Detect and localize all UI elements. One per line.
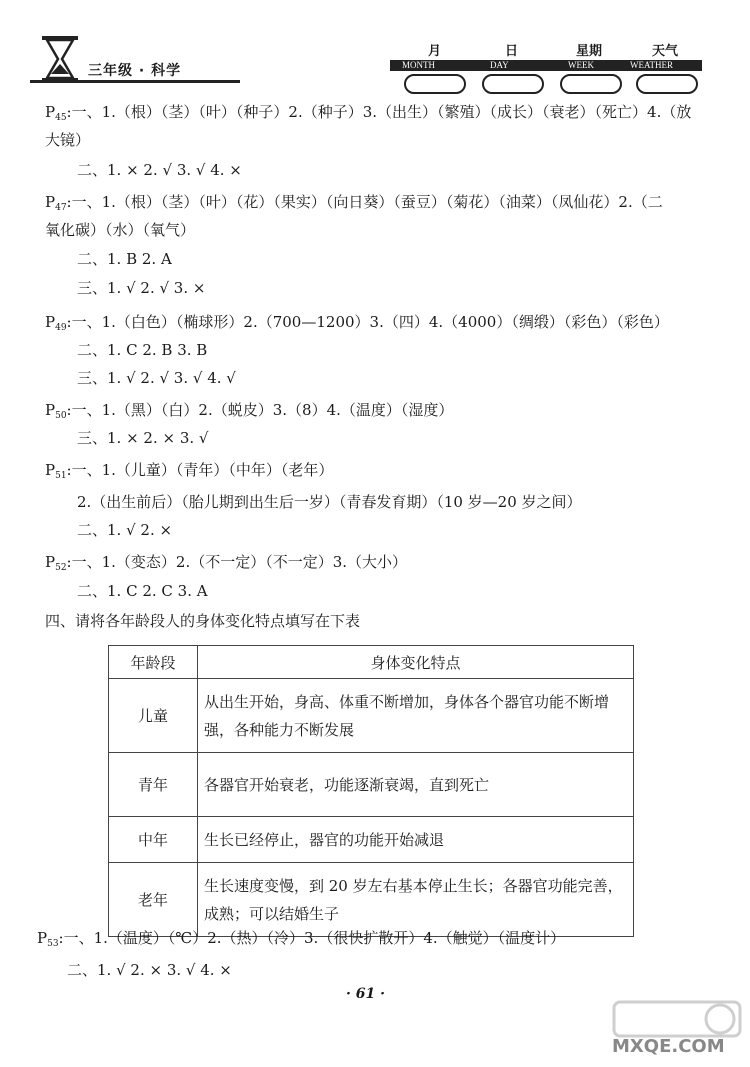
answer-line: 二、1. C 2. B 3. B: [77, 341, 208, 359]
answer-line: $P_{50}$:一、1.（黑）（白）2.（蜕皮）3.（8）4.（温度）（湿度）: [45, 401, 454, 421]
weather-en: WEATHER: [630, 60, 673, 70]
answer-line: 二、1. √ 2. ×: [77, 521, 173, 539]
date-english-bar: [390, 60, 702, 71]
answer-line: $P_{53}$:一、1.（温度）（℃）2.（热）（冷）3.（很快扩散开）4.（触觉）（温度计）: [37, 929, 566, 949]
desc-cell: 从出生开始，身高、体重不断增加，身体各个器官功能不断增强，各种能力不断发展: [198, 679, 634, 753]
age-cell: 青年: [109, 753, 198, 817]
watermark-text: MXQE.COM: [612, 1036, 725, 1057]
desc-cell: 生长速度变慢，到 20 岁左右基本停止生长；各器官功能完善，成熟；可以结婚生子: [198, 863, 634, 937]
answer-line: 二、1. C 2. C 3. A: [77, 582, 208, 600]
desc-cell: 各器官开始衰老，功能逐渐衰竭，直到死亡: [198, 753, 634, 817]
answer-line: $P_{47}$:一、1.（根）（茎）（叶）（花）（果实）（向日葵）（蚕豆）（菊花）（油菜）（凤仙花）2.（二: [45, 193, 663, 213]
table-row: [109, 753, 634, 817]
month-label: 月: [428, 44, 442, 59]
answer-line: 大镜）: [45, 131, 91, 149]
answer-line: $P_{49}$:一、1.（白色）（椭球形）2.（700—1200）3.（四）4.（4000）（绸缎）（彩色）（彩色）: [45, 313, 669, 333]
day-box: [482, 74, 544, 94]
table-header-row: [109, 646, 634, 679]
answer-line: 二、1. √ 2. × 3. √ 4. ×: [67, 961, 232, 979]
answer-line: 三、1. × 2. × 3. √: [77, 429, 209, 447]
desc-cell: 生长已经停止，器官的功能开始减退: [198, 817, 634, 863]
table-row: [109, 863, 634, 937]
table-instruction: 四、请将各年龄段人的身体变化特点填写在下表: [45, 612, 361, 630]
age-cell: 老年: [109, 863, 198, 937]
hourglass-icon: [38, 34, 82, 84]
answer-line: 氧化碳）（水）（氧气）: [45, 221, 196, 239]
answer-line: $P_{52}$:一、1.（变态）2.（不一定）（不一定）3.（大小）: [45, 553, 408, 573]
answer-line: 二、1. B 2. A: [77, 250, 172, 268]
answer-line: 三、1. √ 2. √ 3. √ 4. √: [77, 369, 236, 387]
page-number: · 61 ·: [346, 986, 385, 1002]
age-change-table: [108, 645, 634, 937]
answer-line: $P_{45}$:一、1.（根）（茎）（叶）（种子）2.（种子）3.（出生）（繁殖）（成长）（衰老）（死亡）4.（放: [45, 103, 692, 123]
week-label: 星期: [576, 44, 603, 59]
month-en: MONTH: [402, 60, 435, 70]
weather-box: [636, 74, 698, 94]
month-box: [404, 74, 466, 94]
answer-line: 三、1. √ 2. √ 3. ×: [77, 279, 206, 297]
week-box: [560, 74, 622, 94]
table-row: [109, 679, 634, 753]
age-cell: 中年: [109, 817, 198, 863]
col-header-age: 年龄段: [109, 646, 198, 679]
week-en: WEEK: [568, 60, 594, 70]
grade-subject-title: 三年级 · 科学: [88, 63, 182, 79]
day-label: 日: [505, 44, 519, 59]
age-cell: 儿童: [109, 679, 198, 753]
day-en: DAY: [490, 60, 509, 70]
header-underline: [30, 80, 240, 83]
answer-line: $P_{51}$:一、1.（儿童）（青年）（中年）（老年）: [45, 461, 334, 481]
col-header-desc: 身体变化特点: [198, 646, 634, 679]
answer-line: 2.（出生前后）（胎儿期到出生后一岁）（青春发育期）（10 岁—20 岁之间）: [77, 493, 582, 511]
table-row: [109, 817, 634, 863]
answer-line: 二、1. × 2. √ 3. √ 4. ×: [77, 161, 242, 179]
page-header: [0, 0, 750, 95]
weather-label: 天气: [652, 44, 679, 59]
